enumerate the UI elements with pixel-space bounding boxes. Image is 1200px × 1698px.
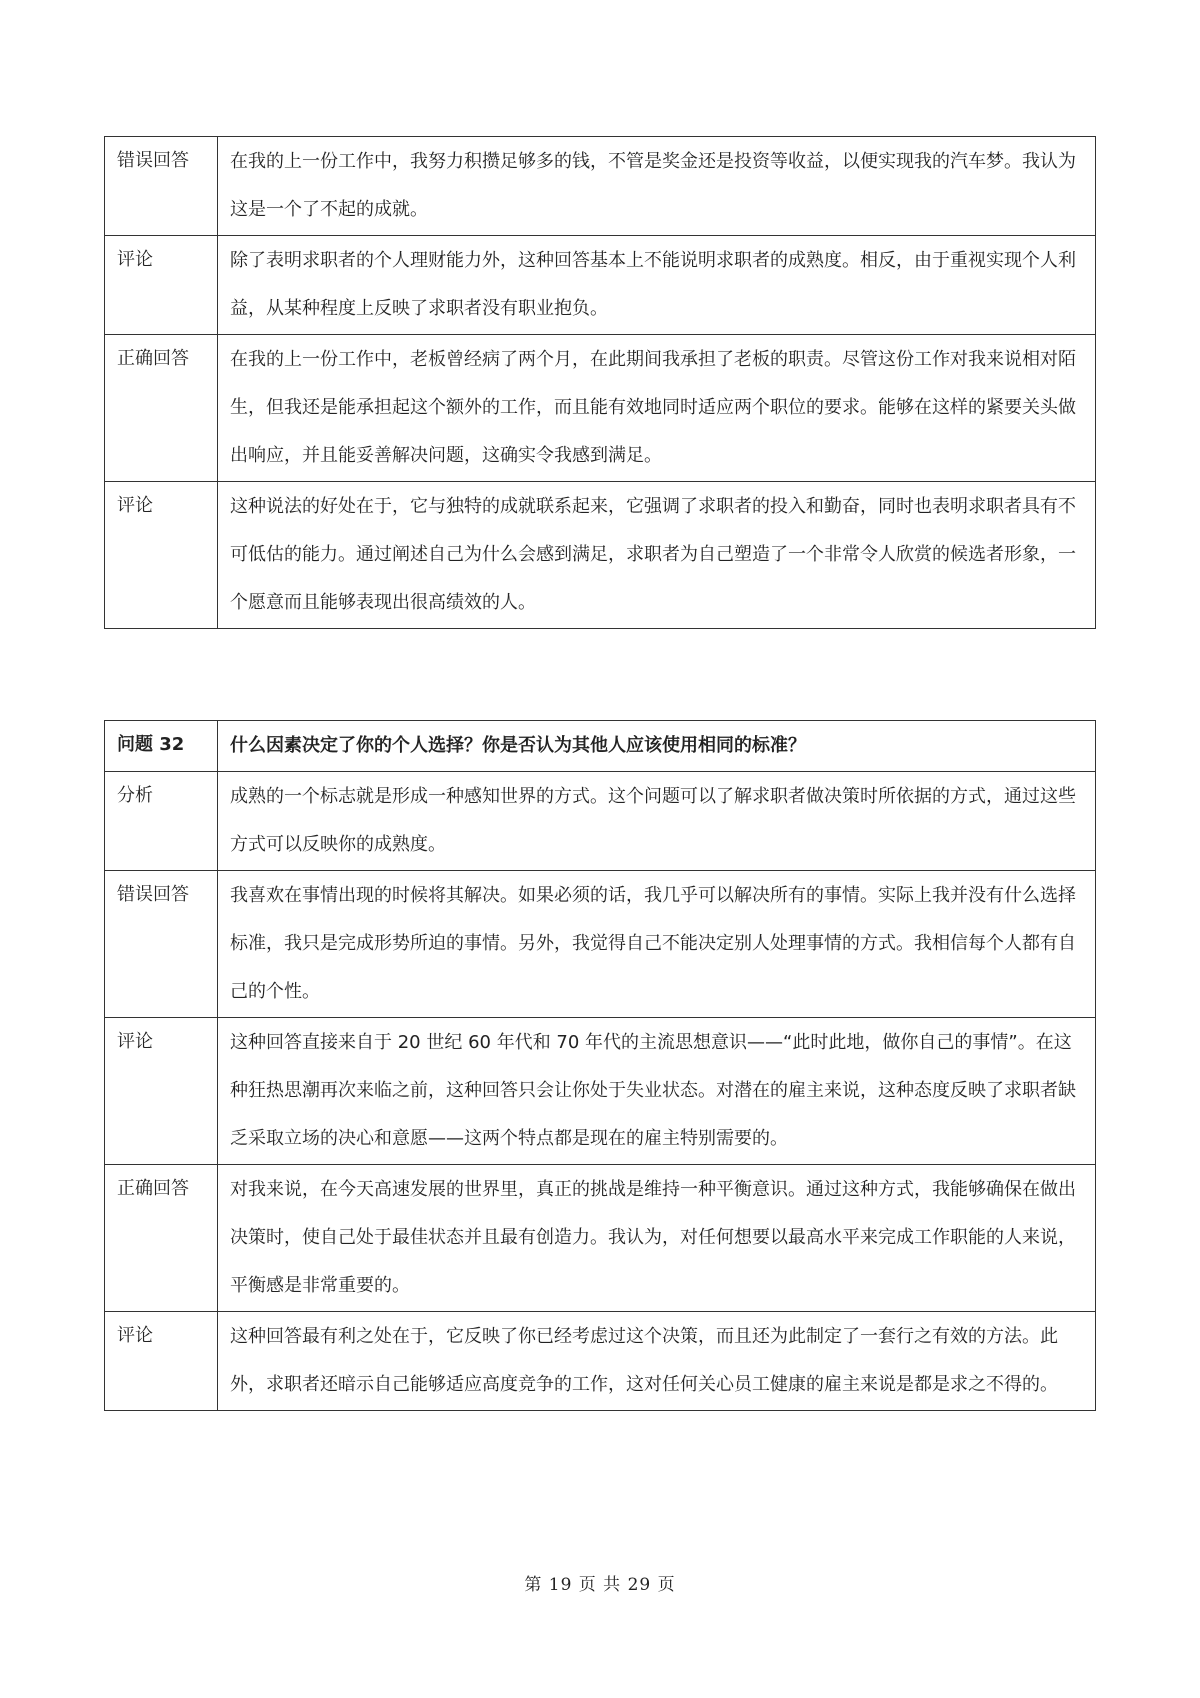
row-text: 这种回答直接来自于 20 世纪 60 年代和 70 年代的主流思想意识——“此时此地，做你自己的事情”。在这种狂热思潮再次来临之前，这种回答只会让你处于失业状态。对潜在的雇主来说，这种态度反映了求职者缺乏采取立场的决心和意愿——这两个特点都是现在的雇主特别需要的。 (218, 1018, 1096, 1165)
table-row (105, 1312, 1096, 1411)
row-label: 错误回答 (105, 137, 218, 236)
row-label: 正确回答 (105, 1165, 218, 1312)
table-row (105, 236, 1096, 335)
row-text: 对我来说，在今天高速发展的世界里，真正的挑战是维持一种平衡意识。通过这种方式，我能够确保在做出决策时，使自己处于最佳状态并且最有创造力。我认为，对任何想要以最高水平来完成工作职能的人来说，平衡感是非常重要的。 (218, 1165, 1096, 1312)
qa-table-2 (104, 720, 1096, 1411)
question-text: 什么因素决定了你的个人选择？你是否认为其他人应该使用相同的标准？ (218, 721, 1096, 772)
table-row (105, 1018, 1096, 1165)
row-text: 在我的上一份工作中，我努力积攒足够多的钱，不管是奖金还是投资等收益，以便实现我的汽车梦。我认为这是一个了不起的成就。 (218, 137, 1096, 236)
row-text: 在我的上一份工作中，老板曾经病了两个月，在此期间我承担了老板的职责。尽管这份工作对我来说相对陌生，但我还是能承担起这个额外的工作，而且能有效地同时适应两个职位的要求。能够在这样的紧要关头做出响应，并且能妥善解决问题，这确实令我感到满足。 (218, 335, 1096, 482)
row-label: 评论 (105, 482, 218, 629)
row-text: 成熟的一个标志就是形成一种感知世界的方式。这个问题可以了解求职者做决策时所依据的方式，通过这些方式可以反映你的成熟度。 (218, 772, 1096, 871)
table-row (105, 1165, 1096, 1312)
table-row (105, 482, 1096, 629)
row-label: 错误回答 (105, 871, 218, 1018)
table-row (105, 871, 1096, 1018)
row-text: 除了表明求职者的个人理财能力外，这种回答基本上不能说明求职者的成熟度。相反，由于重视实现个人利益，从某种程度上反映了求职者没有职业抱负。 (218, 236, 1096, 335)
row-label: 分析 (105, 772, 218, 871)
row-label: 评论 (105, 1312, 218, 1411)
table-row (105, 137, 1096, 236)
table-row (105, 335, 1096, 482)
question-header-row (105, 721, 1096, 772)
table-row (105, 772, 1096, 871)
row-label: 正确回答 (105, 335, 218, 482)
question-number: 问题 32 (105, 721, 218, 772)
row-label: 评论 (105, 1018, 218, 1165)
row-text: 这种说法的好处在于，它与独特的成就联系起来，它强调了求职者的投入和勤奋，同时也表明求职者具有不可低估的能力。通过阐述自己为什么会感到满足，求职者为自己塑造了一个非常令人欣赏的候选者形象，一个愿意而且能够表现出很高绩效的人。 (218, 482, 1096, 629)
row-text: 这种回答最有利之处在于，它反映了你已经考虑过这个决策，而且还为此制定了一套行之有效的方法。此外，求职者还暗示自己能够适应高度竞争的工作，这对任何关心员工健康的雇主来说是都是求之不得的。 (218, 1312, 1096, 1411)
qa-table-1 (104, 136, 1096, 629)
page-footer: 第 19 页 共 29 页 (524, 1575, 676, 1595)
row-label: 评论 (105, 236, 218, 335)
row-text: 我喜欢在事情出现的时候将其解决。如果必须的话，我几乎可以解决所有的事情。实际上我并没有什么选择标准，我只是完成形势所迫的事情。另外，我觉得自己不能决定别人处理事情的方式。我相信每个人都有自己的个性。 (218, 871, 1096, 1018)
